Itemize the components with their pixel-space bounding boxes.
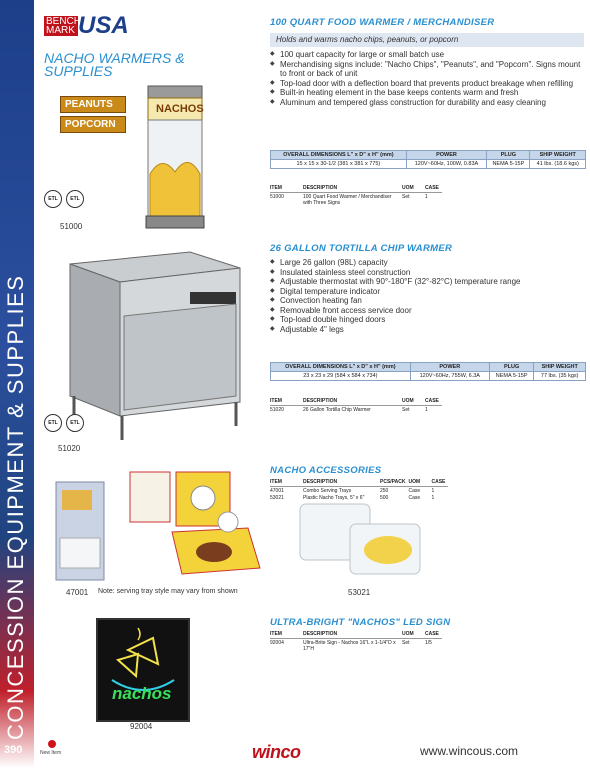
tortilla-spec-table — [270, 362, 586, 381]
new-item-label: New Item — [40, 750, 62, 756]
spec-cell: NEMA 5-15P — [487, 160, 530, 169]
accessories-item-table — [270, 479, 448, 501]
feature-item: ◆ 100 quart capacity for large or small batch use — [270, 50, 586, 60]
ledsign-code: 92004 — [130, 722, 153, 731]
spec-header: SHIP WEIGHT — [534, 363, 586, 372]
spec-header: SHIP WEIGHT — [530, 151, 586, 160]
spec-cell: 23 x 23 x 29 (584 x 584 x 734) — [271, 372, 411, 381]
brand-logo-usa: USA — [78, 12, 129, 39]
sign-peanuts: PEANUTS — [60, 96, 126, 113]
item-header: UOM — [402, 398, 425, 406]
feature-item: ◆ Adjustable thermostat with 90°-180°F (32°-82°C) temperature range — [270, 277, 586, 287]
spec-header: PLUG — [487, 151, 530, 160]
spec-cell: 41 lbs. (18.6 kgs) — [530, 160, 586, 169]
accessory-code-left: 47001 — [66, 588, 89, 597]
table-row — [270, 487, 448, 495]
accessories-title: NACHO ACCESSORIES — [270, 465, 382, 476]
tray-stack-illustration — [52, 478, 108, 584]
ledsign-title: ULTRA-BRIGHT "NACHOS" LED SIGN — [270, 617, 451, 628]
item-case: 1 — [425, 194, 428, 200]
feature-item: ◆ Top-load door with a deflection board that prevents product breakage when refilling — [270, 79, 586, 89]
spec-header: PLUG — [489, 363, 534, 372]
tortilla-features — [270, 258, 586, 334]
feature-item: ◆ Convection heating fan — [270, 296, 586, 306]
new-item-icon — [48, 740, 56, 748]
spec-cell: 15 x 15 x 30-1/2 (381 x 381 x 775) — [271, 160, 407, 169]
item-code: 51020 — [270, 407, 284, 413]
warmer100-title: 100 QUART FOOD WARMER / MERCHANDISER — [270, 17, 495, 28]
page-number: 390 — [4, 744, 23, 756]
footer-url-link[interactable]: www.wincous.com — [420, 744, 519, 758]
item-uom: Case — [408, 488, 421, 494]
spec-cell: 77 lbs. (35 kgs) — [534, 372, 586, 381]
etl-cert-icon: ETL — [44, 190, 62, 208]
item-header: ITEM — [270, 479, 303, 487]
table-row — [270, 406, 442, 414]
item-header: ITEM — [270, 631, 303, 639]
feature-item: ◆ Insulated stainless steel construction — [270, 268, 586, 278]
tortilla-code: 51020 — [58, 444, 81, 453]
item-uom: Set — [402, 640, 410, 646]
item-pcs-pack: 500 — [380, 495, 389, 501]
warmer100-tagline: Holds and warms nacho chips, peanuts, or popcorn — [270, 33, 584, 47]
item-description: 100 Quart Food Warmer / Merchandiser with Three Signs — [303, 194, 392, 206]
spec-header: OVERALL DIMENSIONS L" x D" x H" (mm) — [271, 151, 407, 160]
feature-item: ◆ Removable front access service door — [270, 306, 586, 316]
item-code: 92004 — [270, 640, 284, 646]
item-header: CASE — [425, 631, 442, 639]
etl-sanitation-icon: ETL — [66, 190, 84, 208]
table-row — [270, 639, 442, 653]
tortilla-warmer-image — [60, 246, 244, 442]
feature-item: ◆ Adjustable 4" legs — [270, 325, 586, 335]
spec-cell: NEMA 5-15P — [489, 372, 534, 381]
category-title: NACHO WARMERS & SUPPLIES — [44, 50, 185, 79]
spec-cell: 120V~60Hz, 100W, 0.83A — [406, 160, 487, 169]
item-header: DESCRIPTION — [303, 185, 402, 193]
led-sign-illustration — [98, 620, 188, 720]
brand-logo-benchmark: BENCH MARK — [46, 16, 82, 36]
tortilla-title: 26 GALLON TORTILLA CHIP WARMER — [270, 243, 453, 254]
item-description: Ultra-Brite Sign - Nachos 16"L x 1-1/4"D x 17"H — [303, 640, 396, 652]
item-header: UOM — [402, 185, 425, 193]
spec-cell: 120V~60Hz, 755W, 6.3A — [410, 372, 489, 381]
tortilla-warmer-illustration — [60, 246, 244, 442]
serving-trays-image — [52, 478, 108, 584]
etl-cert-icon: ETL — [44, 414, 62, 432]
item-header: CASE — [425, 398, 442, 406]
tortilla-item-table — [270, 398, 442, 413]
combo-trays-image — [128, 470, 264, 578]
winco-logo: winco — [252, 742, 301, 762]
feature-item: ◆ Built-in heating element in the base keeps contents warm and fresh — [270, 88, 586, 98]
item-header: DESCRIPTION — [303, 398, 402, 406]
item-case: 1 — [431, 495, 435, 501]
item-case: 1 — [425, 407, 428, 413]
item-header: CASE — [425, 185, 442, 193]
feature-item: ◆ Aluminum and tempered glass construction for durability and easy cleaning — [270, 98, 586, 108]
item-uom: Case — [408, 495, 421, 501]
spec-header: POWER — [406, 151, 487, 160]
accessory-note: Note: serving tray style may vary from shown — [98, 588, 238, 595]
led-sign-text: nachos — [112, 684, 172, 703]
ledsign-item-table — [270, 631, 442, 652]
item-code: 53021 — [270, 495, 284, 501]
item-uom: Set — [402, 194, 410, 200]
item-code: 51000 — [270, 194, 284, 200]
item-description: 26 Gallon Tortilla Chip Warmer — [303, 407, 371, 413]
signs-image — [60, 96, 126, 140]
table-row — [270, 193, 442, 207]
table-row — [270, 494, 448, 501]
item-header: DESCRIPTION — [303, 631, 402, 639]
feature-item: ◆ Top-load double hinged doors — [270, 315, 586, 325]
spec-header: POWER — [410, 363, 489, 372]
item-case: 1 — [431, 488, 435, 494]
item-case: 1/5 — [425, 640, 432, 646]
led-sign-image — [96, 618, 190, 722]
spec-header: OVERALL DIMENSIONS L" x D" x H" (mm) — [271, 363, 411, 372]
item-header: CASE — [431, 479, 448, 487]
item-header: PCS/PACK — [380, 479, 408, 487]
item-description: Combo Serving Trays — [303, 488, 352, 494]
item-code: 47001 — [270, 488, 284, 494]
feature-item: ◆ Merchandising signs include: "Nacho Chips", "Peanuts", and "Popcorn". Signs mount to front or back of unit — [270, 60, 586, 79]
sidebar-title: CONCESSION EQUIPMENT & SUPPLIES — [3, 274, 28, 740]
item-pcs-pack: 250 — [380, 488, 389, 494]
item-description: Plastic Nacho Trays, 5" x 6" — [303, 495, 365, 501]
item-header: ITEM — [270, 398, 303, 406]
item-header: ITEM — [270, 185, 303, 193]
plastic-trays-image — [296, 496, 426, 582]
item-uom: Set — [402, 407, 410, 413]
warmer-code: 51000 — [60, 222, 83, 231]
accessory-code-right: 53021 — [348, 588, 371, 597]
item-header: UOM — [402, 631, 425, 639]
item-header: DESCRIPTION — [303, 479, 380, 487]
combo-tray-illustration — [128, 470, 264, 578]
etl-sanitation-icon: ETL — [66, 414, 84, 432]
feature-item: ◆ Large 26 gallon (98L) capacity — [270, 258, 586, 268]
warmer100-spec-table — [270, 150, 586, 169]
plastic-tray-illustration — [296, 496, 426, 582]
item-header: UOM — [408, 479, 431, 487]
food-warmer-image — [142, 84, 208, 232]
warmer100-item-table — [270, 185, 442, 206]
sign-popcorn: POPCORN — [60, 116, 126, 133]
feature-item: ◆ Digital temperature indicator — [270, 287, 586, 297]
warmer100-features — [270, 50, 586, 107]
cabinet-sign-nachos: NACHOS — [156, 103, 204, 115]
